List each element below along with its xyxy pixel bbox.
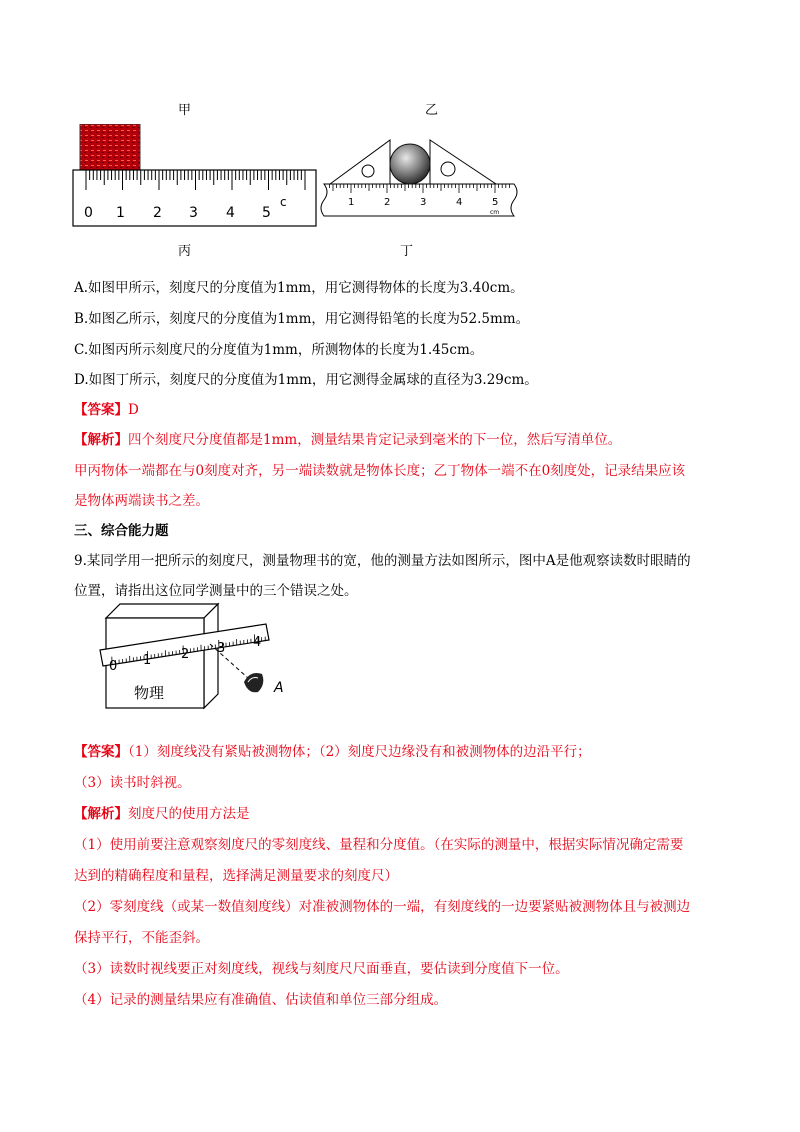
- q8-analysis-label: 【解析】: [74, 432, 128, 448]
- ruler-bing-label-1: 1: [116, 205, 125, 221]
- eye-icon: [244, 673, 263, 692]
- q9-answer-line-1: [74, 740, 591, 760]
- ruler-ding-label-2: 2: [384, 197, 391, 208]
- q9-text-line-2: 位置，请指出这位同学测量中的三个错误之处。: [74, 583, 358, 599]
- ruler-bing-label-3: 3: [189, 205, 198, 221]
- right-triangle: [430, 140, 496, 184]
- q9-ruler-label-1: 1: [143, 653, 152, 668]
- q9-analysis-line-3: 达到的精确程度和量程，选择满足测量要求的刻度尺）: [74, 868, 398, 884]
- caption-bing: 丙: [178, 244, 192, 259]
- book-top: [106, 604, 218, 618]
- q8-answer-label: 【答案】: [74, 402, 128, 418]
- q9-ruler-label-2: 2: [181, 647, 190, 662]
- metal-ball: [390, 144, 430, 184]
- ruler-ding-unit: cm: [490, 209, 500, 216]
- ruler-bing-label-unit: c: [280, 195, 287, 209]
- option-a: A.如图甲所示，刻度尺的分度值为1mm，用它测得物体的长度为3.40cm。: [74, 280, 524, 296]
- option-d: D.如图丁所示，刻度尺的分度值为1mm，用它测得金属球的直径为3.29cm。: [74, 372, 538, 388]
- ruler-bing-label-2: 2: [153, 205, 162, 221]
- q9-figure: [98, 602, 290, 712]
- left-triangle: [330, 140, 390, 184]
- q9-ruler-label-0: 0: [109, 659, 118, 674]
- q8-answer: [74, 398, 139, 418]
- q9-answer-line-2: （3）读书时斜视。: [74, 775, 191, 791]
- ruler-bing-label-5: 5: [262, 205, 271, 221]
- book-side: [204, 604, 218, 708]
- q9-text-line-1: 9.某同学用一把所示的刻度尺，测量物理书的宽，他的测量方法如图所示，图中A是他观察读数时眼睛的: [74, 553, 691, 569]
- q9-analysis-line-4: （2）零刻度线（或某一数值刻度线）对准被测物体的一端，有刻度线的一边要紧贴被测物体且与被测边: [74, 899, 691, 915]
- figure-bing-ruler: [72, 124, 318, 230]
- q9-ruler-label-4: 4: [253, 635, 262, 650]
- q9-answer-text-1: （1）刻度线没有紧贴被测物体；（2）刻度尺边缘没有和被测物体的边沿平行；: [128, 744, 591, 760]
- q9-analysis-line-5: 保持平行，不能歪斜。: [74, 930, 209, 946]
- option-b: B.如图乙所示，刻度尺的分度值为1mm，用它测得铅笔的长度为52.5mm。: [74, 311, 530, 327]
- red-block: [80, 124, 140, 170]
- ruler-ding-label-1: 1: [348, 197, 355, 208]
- section-title: 三、综合能力题: [74, 523, 169, 539]
- ruler-bing-label-0: 0: [84, 205, 93, 221]
- eye-label: A: [274, 680, 284, 696]
- q8-analysis-text-1: 四个刻度尺分度值都是1mm，测量结果肯定记录到毫米的下一位，然后写清单位。: [128, 432, 622, 448]
- figure-ding-ruler: [318, 130, 524, 220]
- q9-answer-label: 【答案】: [74, 744, 128, 760]
- q9-analysis-line-7: （4）记录的测量结果应有准确值、估读值和单位三部分组成。: [74, 992, 448, 1008]
- q9-analysis-text-1: 刻度尺的使用方法是: [128, 806, 250, 822]
- ruler-ding-label-5: 5: [492, 197, 499, 208]
- ruler-ding-label-3: 3: [420, 197, 427, 208]
- q9-ruler-label-3: 3: [217, 641, 226, 656]
- q9-analysis-line-1: [74, 802, 250, 822]
- caption-yi: 乙: [425, 103, 439, 118]
- q8-analysis-line-2: 甲丙物体一端都在与0刻度对齐，另一端读数就是物体长度；乙丁物体一端不在0刻度处，记录结果应该: [74, 463, 686, 479]
- q9-analysis-label: 【解析】: [74, 806, 128, 822]
- ruler-bing-label-4: 4: [226, 205, 235, 221]
- q9-analysis-line-6: （3）读数时视线要正对刻度线，视线与刻度尺尺面垂直，要估读到分度值下一位。: [74, 961, 569, 977]
- caption-ding: 丁: [400, 244, 414, 259]
- book-label: 物理: [134, 684, 165, 702]
- q8-analysis-line-3: 是物体两端读书之差。: [74, 493, 209, 509]
- caption-jia: 甲: [178, 103, 192, 118]
- ruler-ding-label-4: 4: [456, 197, 463, 208]
- q8-analysis-line-1: [74, 428, 621, 448]
- option-c: C.如图丙所示刻度尺的分度值为1mm，所测物体的长度为1.45cm。: [74, 342, 484, 358]
- q9-analysis-line-2: （1）使用前要注意观察刻度尺的零刻度线、量程和分度值。（在实际的测量中，根据实际情况确定需要: [74, 837, 684, 853]
- q8-answer-value: D: [128, 402, 139, 418]
